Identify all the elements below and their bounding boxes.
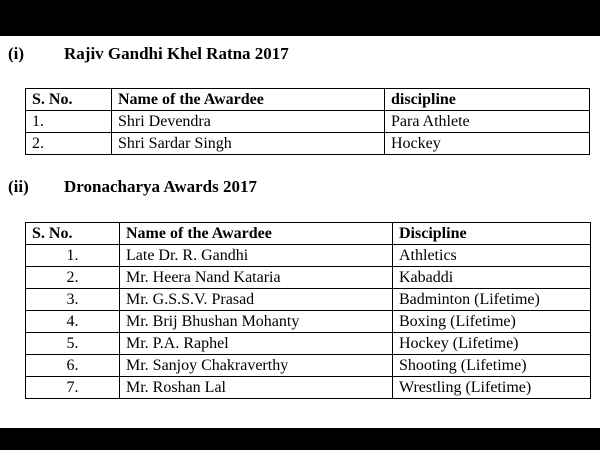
cell-sno: 5. bbox=[26, 333, 120, 355]
cell-sno: 6. bbox=[26, 355, 120, 377]
cell-sno: 4. bbox=[26, 311, 120, 333]
cell-sno: 7. bbox=[26, 377, 120, 399]
cell-name: Late Dr. R. Gandhi bbox=[120, 245, 393, 267]
header-sno: S. No. bbox=[26, 223, 120, 245]
header-name: Name of the Awardee bbox=[112, 89, 385, 111]
cell-name: Mr. P.A. Raphel bbox=[120, 333, 393, 355]
section-number: (i) bbox=[8, 44, 25, 63]
table-row bbox=[26, 245, 591, 267]
khel-ratna-table bbox=[25, 88, 590, 155]
dronacharya-table bbox=[25, 222, 591, 399]
table-row bbox=[26, 311, 591, 333]
cell-discipline: Athletics bbox=[393, 245, 591, 267]
header-discipline: discipline bbox=[385, 89, 590, 111]
cell-discipline: Boxing (Lifetime) bbox=[393, 311, 591, 333]
cell-discipline: Para Athlete bbox=[385, 111, 590, 133]
cell-discipline: Hockey (Lifetime) bbox=[393, 333, 591, 355]
document-page bbox=[0, 36, 600, 428]
cell-name: Mr. Sanjoy Chakraverthy bbox=[120, 355, 393, 377]
table-row bbox=[26, 111, 590, 133]
cell-discipline: Badminton (Lifetime) bbox=[393, 289, 591, 311]
header-discipline: Discipline bbox=[393, 223, 591, 245]
cell-name: Shri Devendra bbox=[112, 111, 385, 133]
cell-discipline: Wrestling (Lifetime) bbox=[393, 377, 591, 399]
cell-discipline: Kabaddi bbox=[393, 267, 591, 289]
cell-name: Mr. Brij Bhushan Mohanty bbox=[120, 311, 393, 333]
section-title: Dronacharya Awards 2017 bbox=[64, 177, 257, 196]
table-row bbox=[26, 133, 590, 155]
cell-name: Mr. G.S.S.V. Prasad bbox=[120, 289, 393, 311]
cell-sno: 2. bbox=[26, 133, 112, 155]
table-row bbox=[26, 289, 591, 311]
cell-sno: 3. bbox=[26, 289, 120, 311]
header-name: Name of the Awardee bbox=[120, 223, 393, 245]
table-row bbox=[26, 267, 591, 289]
section-number: (ii) bbox=[8, 177, 29, 196]
cell-discipline: Hockey bbox=[385, 133, 590, 155]
section-title: Rajiv Gandhi Khel Ratna 2017 bbox=[64, 44, 289, 63]
cell-name: Shri Sardar Singh bbox=[112, 133, 385, 155]
cell-name: Mr. Heera Nand Kataria bbox=[120, 267, 393, 289]
table-header-row bbox=[26, 223, 591, 245]
cell-discipline: Shooting (Lifetime) bbox=[393, 355, 591, 377]
cell-sno: 1. bbox=[26, 245, 120, 267]
table-row bbox=[26, 355, 591, 377]
table-row bbox=[26, 333, 591, 355]
header-sno: S. No. bbox=[26, 89, 112, 111]
cell-name: Mr. Roshan Lal bbox=[120, 377, 393, 399]
cell-sno: 1. bbox=[26, 111, 112, 133]
cell-sno: 2. bbox=[26, 267, 120, 289]
table-header-row bbox=[26, 89, 590, 111]
table-row bbox=[26, 377, 591, 399]
